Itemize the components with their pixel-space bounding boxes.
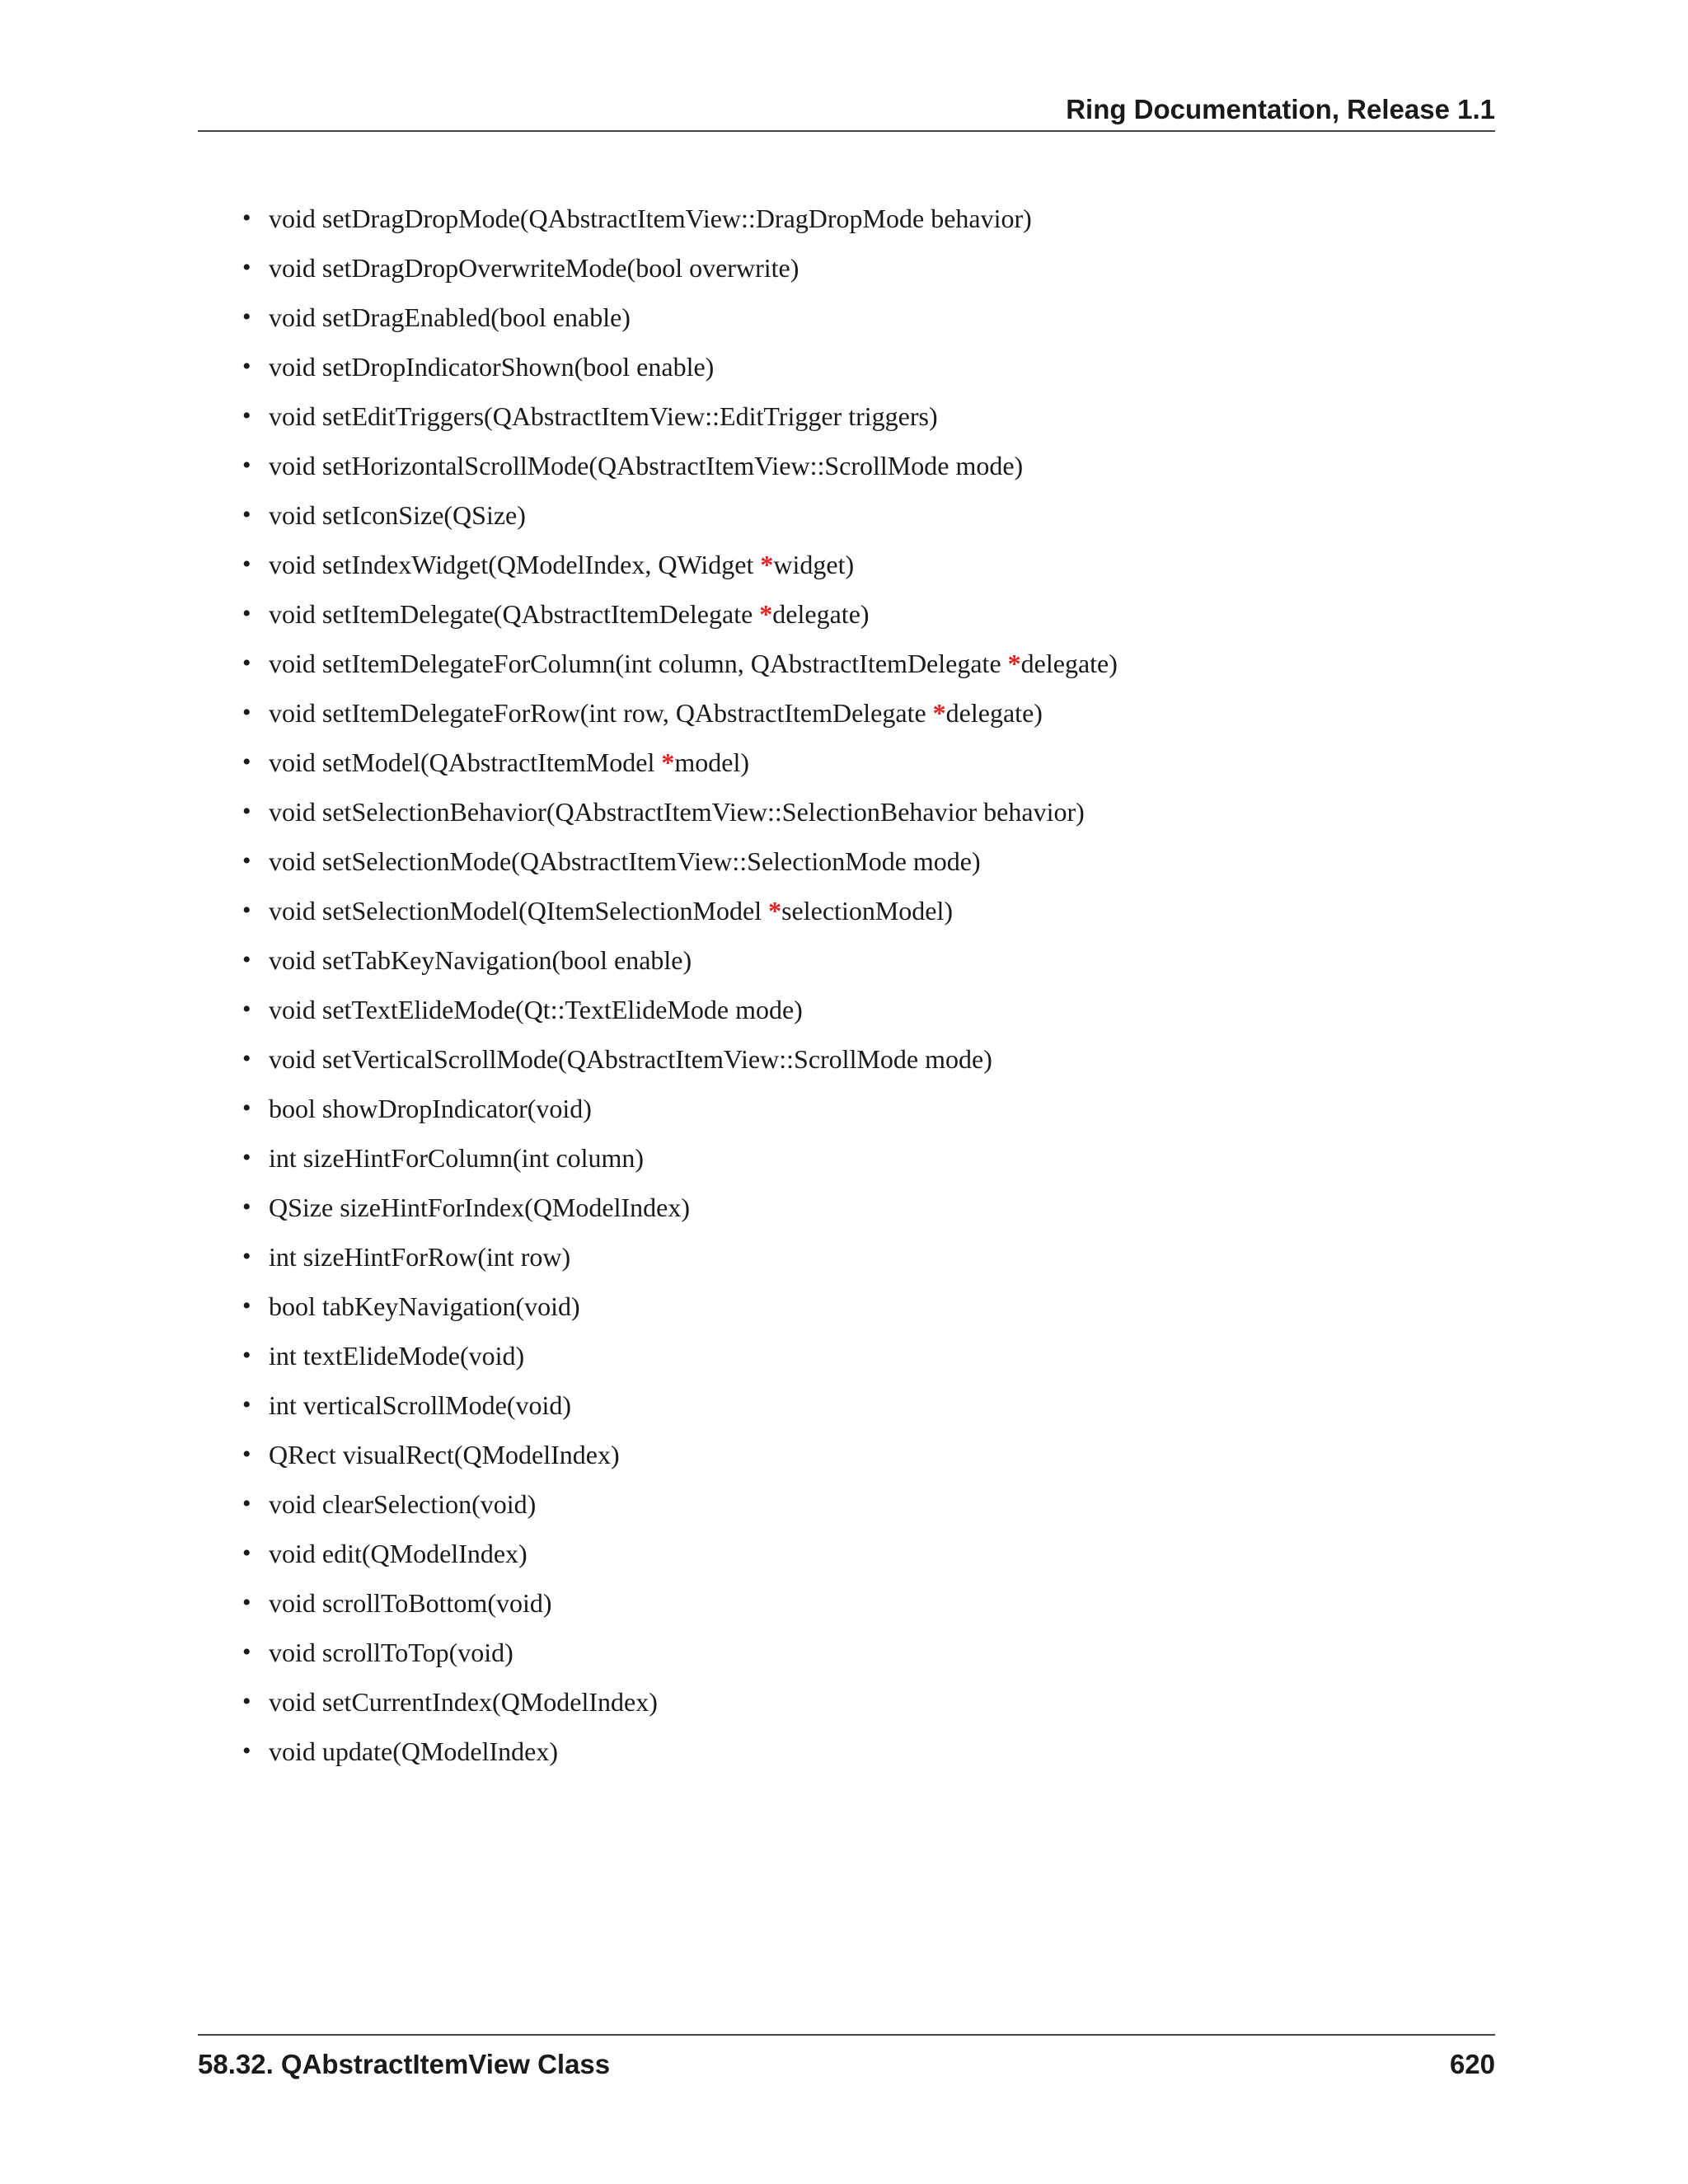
method-signature — [269, 1727, 558, 1776]
method-signature — [269, 391, 938, 441]
signature-text: bool tabKeyNavigation(void) — [269, 1291, 580, 1321]
signature-text: void setTabKeyNavigation(bool enable) — [269, 945, 692, 975]
bullet-icon: • — [242, 1589, 251, 1616]
bullet-icon: • — [242, 254, 251, 281]
bullet-icon: • — [242, 1292, 251, 1319]
signature-text: void setEditTriggers(QAbstractItemView::EditTrigger triggers) — [269, 401, 938, 431]
bullet-icon: • — [242, 1342, 251, 1369]
bullet-icon: • — [242, 798, 251, 825]
method-signature — [269, 1232, 570, 1282]
signature-text: void setDragDropOverwriteMode(bool overwrite) — [269, 253, 799, 283]
signature-text: void setSelectionModel(QItemSelectionModel — [269, 896, 769, 926]
signature-text-rest: delegate) — [1020, 649, 1118, 678]
signature-text: void setDragDropMode(QAbstractItemView::DragDropMode behavior) — [269, 204, 1032, 233]
bullet-icon: • — [242, 452, 251, 479]
method-signature — [269, 1331, 524, 1380]
signature-text: void edit(QModelIndex) — [269, 1539, 528, 1568]
bullet-icon: • — [242, 699, 251, 726]
method-signature — [269, 243, 799, 293]
signature-text: void setTextElideMode(Qt::TextElideMode mode) — [269, 995, 803, 1024]
bullet-icon: • — [242, 501, 251, 528]
signature-text-rest: selectionModel) — [781, 896, 954, 926]
signature-text: void setItemDelegateForColumn(int column, QAbstractItemDelegate — [269, 649, 1008, 678]
bullet-icon: • — [242, 1688, 251, 1715]
method-signature — [269, 985, 803, 1034]
method-signature — [269, 1133, 644, 1183]
signature-text-rest: delegate) — [945, 698, 1043, 728]
bullet-icon: • — [242, 1490, 251, 1517]
signature-text: int sizeHintForRow(int row) — [269, 1242, 571, 1272]
method-signature — [269, 194, 1032, 243]
footer-section-title: 58.32. QAbstractItemView Class — [198, 2049, 611, 2079]
bullet-icon: • — [242, 1094, 251, 1122]
signature-text: void setVerticalScrollMode(QAbstractItemView::ScrollMode mode) — [269, 1044, 992, 1074]
method-signature — [269, 1677, 658, 1727]
method-signature — [269, 738, 749, 787]
bullet-icon: • — [242, 897, 251, 924]
bullet-icon: • — [242, 649, 251, 677]
bullet-icon: • — [242, 551, 251, 578]
bullet-icon: • — [242, 353, 251, 380]
bullet-icon: • — [242, 946, 251, 973]
pointer-star: * — [1007, 649, 1021, 678]
page-footer — [198, 2034, 1495, 2085]
method-signature — [269, 441, 1023, 490]
bullet-icon: • — [242, 1045, 251, 1072]
signature-text: void clearSelection(void) — [269, 1489, 537, 1519]
footer-page-number: 620 — [1449, 2049, 1495, 2079]
signature-text: int verticalScrollMode(void) — [269, 1390, 572, 1420]
signature-text: void setIconSize(QSize) — [269, 500, 526, 530]
bullet-icon: • — [242, 996, 251, 1023]
bullet-icon: • — [242, 1540, 251, 1567]
signature-text: void update(QModelIndex) — [269, 1736, 559, 1766]
signature-text: void setHorizontalScrollMode(QAbstractItemView::ScrollMode mode) — [269, 451, 1024, 480]
bullet-icon: • — [242, 600, 251, 627]
signature-text-rest: model) — [674, 748, 749, 777]
method-signature — [269, 1084, 592, 1133]
signature-text: int sizeHintForColumn(int column) — [269, 1143, 645, 1173]
pointer-star: * — [661, 748, 675, 777]
method-signature — [269, 1529, 528, 1578]
bullet-icon: • — [242, 1144, 251, 1171]
bullet-icon: • — [242, 1193, 251, 1221]
method-signature — [269, 1034, 992, 1084]
method-signature — [269, 886, 953, 935]
method-signature — [269, 1430, 620, 1479]
method-signature — [269, 787, 1085, 837]
signature-text: void setDropIndicatorShown(bool enable) — [269, 352, 715, 382]
method-signature — [269, 293, 631, 342]
method-signature — [269, 589, 870, 639]
pointer-star: * — [768, 896, 782, 926]
bullet-icon: • — [242, 1391, 251, 1418]
method-signature — [269, 540, 854, 589]
pointer-star: * — [932, 698, 946, 728]
method-signature — [269, 688, 1043, 738]
page-header — [198, 82, 1495, 132]
method-signature — [269, 935, 692, 985]
bullet-icon: • — [242, 748, 251, 776]
signature-text: bool showDropIndicator(void) — [269, 1094, 592, 1123]
signature-text: QRect visualRect(QModelIndex) — [269, 1440, 620, 1469]
signature-text: int textElideMode(void) — [269, 1341, 525, 1371]
signature-text: QSize sizeHintForIndex(QModelIndex) — [269, 1193, 690, 1222]
bullet-icon: • — [242, 402, 251, 429]
pointer-star: * — [760, 550, 774, 579]
signature-text: void setSelectionMode(QAbstractItemView::SelectionMode mode) — [269, 846, 981, 876]
pointer-star: * — [759, 599, 773, 629]
signature-text: void setSelectionBehavior(QAbstractItemView::SelectionBehavior behavior) — [269, 797, 1085, 827]
signature-text: void setItemDelegateForRow(int row, QAbstractItemDelegate — [269, 698, 933, 728]
method-signature — [269, 639, 1118, 688]
method-signature — [269, 1578, 552, 1628]
method-signature — [269, 837, 981, 886]
signature-text: void scrollToTop(void) — [269, 1638, 513, 1667]
method-signature — [269, 1380, 571, 1430]
bullet-icon: • — [242, 1441, 251, 1468]
signature-text: void setDragEnabled(bool enable) — [269, 302, 631, 332]
signature-text: void setModel(QAbstractItemModel — [269, 748, 662, 777]
bullet-icon: • — [242, 204, 251, 232]
method-signature — [269, 1628, 513, 1677]
bullet-icon: • — [242, 1638, 251, 1666]
method-signature — [269, 1479, 536, 1529]
signature-text: void setCurrentIndex(QModelIndex) — [269, 1687, 658, 1717]
bullet-icon: • — [242, 1243, 251, 1270]
header-title: Ring Documentation, Release 1.1 — [1066, 94, 1495, 124]
signature-text-rest: widget) — [773, 550, 855, 579]
method-signature — [269, 1183, 690, 1232]
method-signature — [269, 1282, 580, 1331]
signature-text-rest: delegate) — [772, 599, 870, 629]
bullet-icon: • — [242, 847, 251, 874]
method-signature — [269, 342, 714, 391]
bullet-icon: • — [242, 303, 251, 330]
signature-text: void scrollToBottom(void) — [269, 1588, 552, 1618]
bullet-icon: • — [242, 1737, 251, 1765]
signature-text: void setIndexWidget(QModelIndex, QWidget — [269, 550, 761, 579]
signature-text: void setItemDelegate(QAbstractItemDelegate — [269, 599, 760, 629]
method-signature — [269, 490, 526, 540]
